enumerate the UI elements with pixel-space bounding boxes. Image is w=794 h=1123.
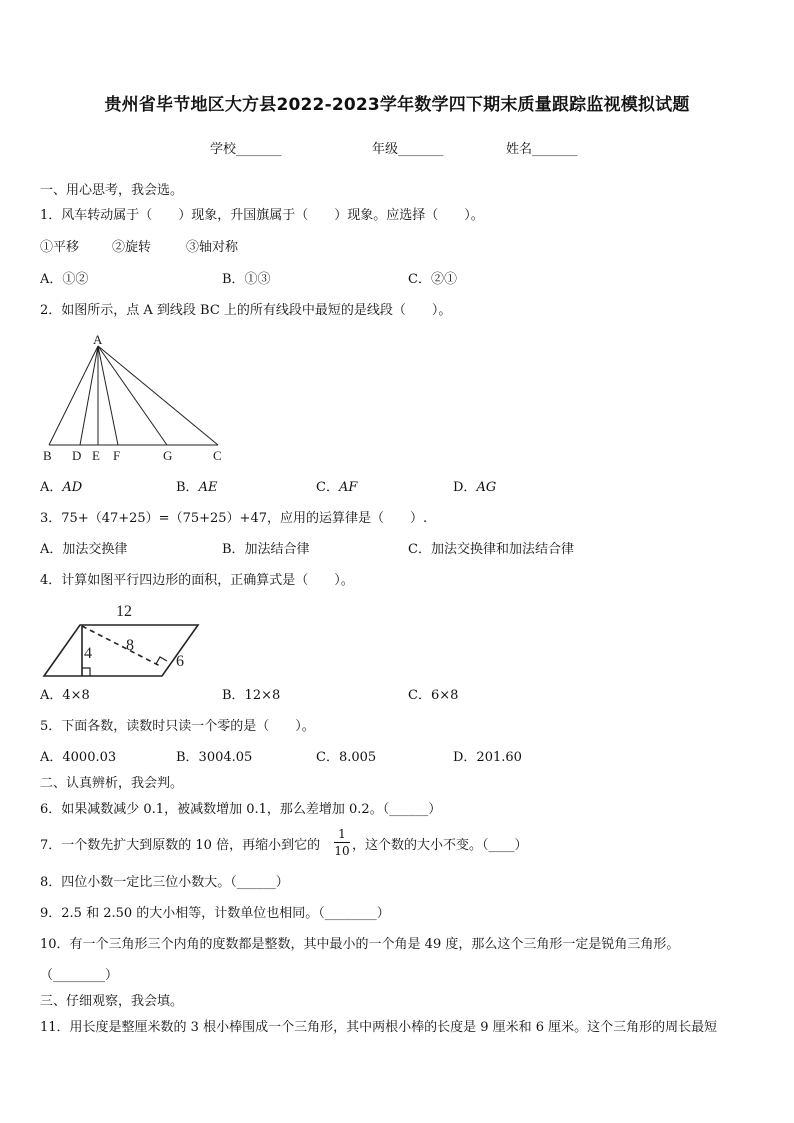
question-9: 9．2.5 和 2.50 的大小相等，计数单位也相同。（________）: [40, 906, 390, 921]
label-G: G: [163, 448, 173, 463]
q4-choice-b: B．12×8: [222, 688, 281, 703]
q4-choice-a: A．4×8: [40, 688, 90, 703]
q1-choice-b: B．①③: [222, 272, 271, 287]
question-7-text: 7．一个数先扩大到原数的 10 倍，再缩小到它的: [40, 838, 321, 853]
label-B: B: [43, 448, 52, 463]
segment-AB: [49, 346, 98, 445]
question-7-tail: ，这个数的大小不变。（____）: [352, 838, 528, 853]
label-E: E: [92, 448, 100, 463]
question-3: 3．75+（47+25）=（75+25）+47，应用的运算律是（ ）.: [40, 511, 428, 526]
question-5: 5．下面各数，读数时只读一个零的是（ ）。: [40, 719, 315, 734]
q2-choice-d: D．AG: [453, 480, 497, 495]
question-2: 2．如图所示，点 A 到线段 BC 上的所有线段中最短的是线段（ ）。: [40, 303, 452, 318]
segment-AD: [80, 346, 98, 445]
label-diag-8: 8: [126, 637, 134, 654]
q1-choice-c: C．②①: [408, 272, 457, 287]
label-side-6: 6: [176, 653, 184, 670]
section-3-heading: 三、仔细观察，我会填。: [40, 994, 184, 1009]
parallelogram-outline: [44, 625, 198, 676]
q5-choice-a: A．4000.03: [40, 750, 117, 765]
q1-item-1: ①平移: [40, 240, 80, 255]
q3-choice-b: B．加法结合律: [222, 542, 310, 557]
question-11: 11．用长度是整厘米数的 3 根小棒围成一个三角形，其中两根小棒的长度是 9 厘米和 6 厘米。这个三角形的周长最短: [40, 1020, 718, 1035]
q4-choice-c: C．6×8: [408, 688, 459, 703]
q3-choice-c: C．加法交换律和加法结合律: [408, 542, 574, 557]
right-angle-mark-1: [82, 668, 90, 676]
label-top-12: 12: [116, 603, 132, 620]
school-field: 学校_______: [210, 142, 282, 157]
q5-choice-b: B．3004.05: [176, 750, 253, 765]
section-1-heading: 一、用心思考，我会选。: [40, 183, 184, 198]
question-1: 1．风车转动属于（ ）现象，升国旗属于（ ）现象。应选择（ ）。: [40, 208, 484, 223]
right-angle-mark-2: [156, 657, 167, 664]
q2-choice-b: B．AE: [176, 480, 218, 495]
diagonal-height-line: [82, 626, 162, 667]
page-title: 贵州省毕节地区大方县2022-2023学年数学四下期末质量跟踪监视模拟试题: [104, 95, 690, 115]
q1-item-3: ③轴对称: [186, 240, 239, 255]
label-F: F: [113, 448, 121, 463]
section-2-heading: 二、认真辨析，我会判。: [40, 776, 184, 791]
label-D: D: [72, 448, 82, 463]
q5-choice-c: C．8.005: [316, 750, 377, 765]
q3-choice-a: A．加法交换律: [40, 542, 128, 557]
name-field: 姓名_______: [506, 142, 578, 157]
question-4: 4．计算如图平行四边形的面积，正确算式是（ ）。: [40, 573, 354, 588]
q1-choice-a: A．①②: [40, 272, 89, 287]
parallelogram-figure: [36, 596, 212, 682]
q5-choice-d: D．201.60: [453, 750, 522, 765]
label-C: C: [213, 448, 222, 463]
q2-choice-a: A．AD: [40, 480, 83, 495]
fraction-one-tenth: 1 10: [334, 827, 350, 858]
segment-AC: [98, 346, 218, 445]
q1-item-2: ②旋转: [112, 240, 152, 255]
label-A: A: [93, 332, 103, 347]
triangle-figure: [36, 332, 236, 466]
question-10: 10．有一个三角形三个内角的度数都是整数，其中最小的一个角是 49 度，那么这个三角形一定是锐角三角形。: [40, 937, 680, 952]
label-height-4: 4: [84, 645, 92, 662]
grade-field: 年级_______: [372, 142, 444, 157]
question-6: 6．如果减数减少 0.1，被减数增加 0.1，那么差增加 0.2。（______）: [40, 802, 442, 817]
q2-choice-c: C．AF: [316, 480, 358, 495]
question-10-answer: （________）: [40, 968, 119, 983]
question-8: 8．四位小数一定比三位小数大。（______）: [40, 875, 289, 890]
